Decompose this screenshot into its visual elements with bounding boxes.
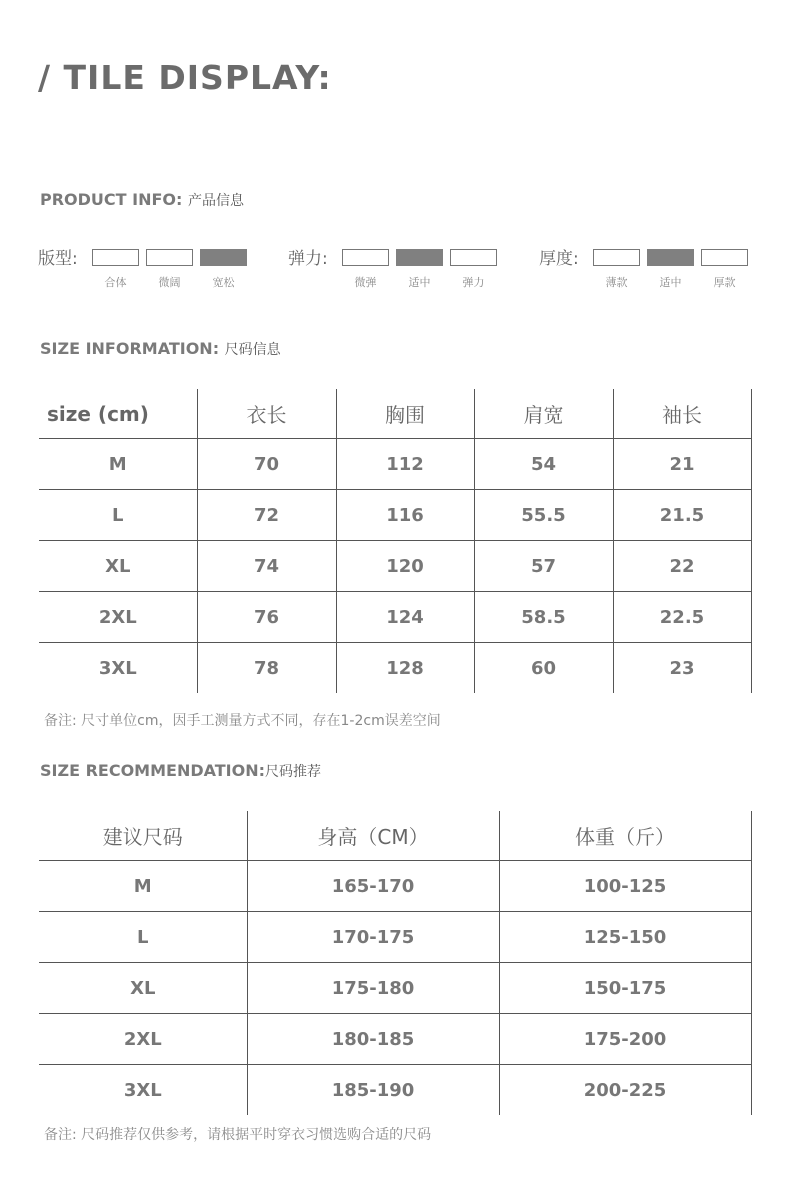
table-cell: 3XL [39,1065,247,1116]
size-table [39,389,752,693]
option-label: 微阔 [158,276,181,289]
table-cell: 54 [474,439,613,490]
table-cell: 23 [613,643,751,694]
size-rec-heading [40,761,321,781]
table-cell: L [39,490,197,541]
table-cell: 55.5 [474,490,613,541]
option-box [146,249,193,266]
size-info-heading [40,339,281,359]
table-cell: 22 [613,541,751,592]
attr-label: 厚度: [539,249,579,269]
option-box [342,249,389,266]
table-cell: 112 [336,439,474,490]
table-cell: 21 [613,439,751,490]
option-label: 厚款 [713,276,736,289]
option-box [701,249,748,266]
table-row [39,592,751,643]
option-box [593,249,640,266]
product-info-heading [40,190,244,210]
product-info-heading-cn: 产品信息 [188,193,244,209]
option-box [396,249,443,266]
attr-label: 弹力: [288,249,328,269]
size-rec-heading-en: SIZE RECOMMENDATION: [40,761,266,780]
table-cell: XL [39,541,197,592]
size-rec-note: 备注: 尺码推荐仅供参考，请根据平时穿衣习惯选购合适的尺码 [44,1127,432,1143]
table-cell: 21.5 [613,490,751,541]
table-cell: 22.5 [613,592,751,643]
table-cell: 180-185 [247,1014,499,1065]
table-cell: 175-180 [247,963,499,1014]
option-label: 适中 [659,276,682,289]
table-cell: 58.5 [474,592,613,643]
table-cell: M [39,439,197,490]
table-cell: 78 [197,643,336,694]
table-cell: 185-190 [247,1065,499,1116]
table-cell: 2XL [39,592,197,643]
table-cell: 116 [336,490,474,541]
header-cell: 袖长 [613,389,751,439]
table-cell: 57 [474,541,613,592]
size-info-heading-cn: 尺码信息 [224,342,281,358]
option-label: 微弹 [354,276,377,289]
size-rec-heading-cn: 尺码推荐 [265,764,322,780]
attr-label: 版型: [38,249,78,269]
option-label: 宽松 [212,276,235,289]
table-row [39,861,751,912]
table-cell: 200-225 [499,1065,751,1116]
table-cell: XL [39,963,247,1014]
table-header-row [39,389,751,439]
table-cell: 128 [336,643,474,694]
table-cell: M [39,861,247,912]
table-cell: 2XL [39,1014,247,1065]
table-cell: 70 [197,439,336,490]
header-cell: 衣长 [197,389,336,439]
table-row [39,643,751,694]
table-row [39,1065,751,1116]
table-row [39,439,751,490]
table-cell: 100-125 [499,861,751,912]
table-row [39,912,751,963]
option-box [200,249,247,266]
table-cell: 3XL [39,643,197,694]
option-label: 薄款 [605,276,628,289]
option-box [92,249,139,266]
option-label: 合体 [104,276,127,289]
table-cell: 120 [336,541,474,592]
option-box [647,249,694,266]
table-cell: L [39,912,247,963]
table-cell: 125-150 [499,912,751,963]
size-recommendation-table [39,811,752,1115]
table-cell: 72 [197,490,336,541]
table-cell: 170-175 [247,912,499,963]
table-row [39,490,751,541]
header-cell: 胸围 [336,389,474,439]
table-row [39,541,751,592]
option-box [450,249,497,266]
table-row [39,963,751,1014]
table-cell: 60 [474,643,613,694]
header-cell: 肩宽 [474,389,613,439]
table-cell: 76 [197,592,336,643]
size-info-heading-en: SIZE INFORMATION: [40,339,220,358]
product-info-heading-en: PRODUCT INFO: [40,190,183,209]
table-cell: 150-175 [499,963,751,1014]
page-title: / TILE DISPLAY: [38,58,332,97]
option-label: 弹力 [462,276,485,289]
header-cell: size (cm) [39,389,197,439]
table-cell: 124 [336,592,474,643]
table-cell: 175-200 [499,1014,751,1065]
header-cell: 建议尺码 [39,811,247,861]
header-cell: 身高（CM） [247,811,499,861]
table-cell: 74 [197,541,336,592]
header-cell: 体重（斤） [499,811,751,861]
option-label: 适中 [408,276,431,289]
size-info-note: 备注: 尺寸单位cm，因手工测量方式不同，存在1-2cm误差空间 [44,713,441,729]
table-row [39,1014,751,1065]
table-header-row [39,811,751,861]
table-cell: 165-170 [247,861,499,912]
